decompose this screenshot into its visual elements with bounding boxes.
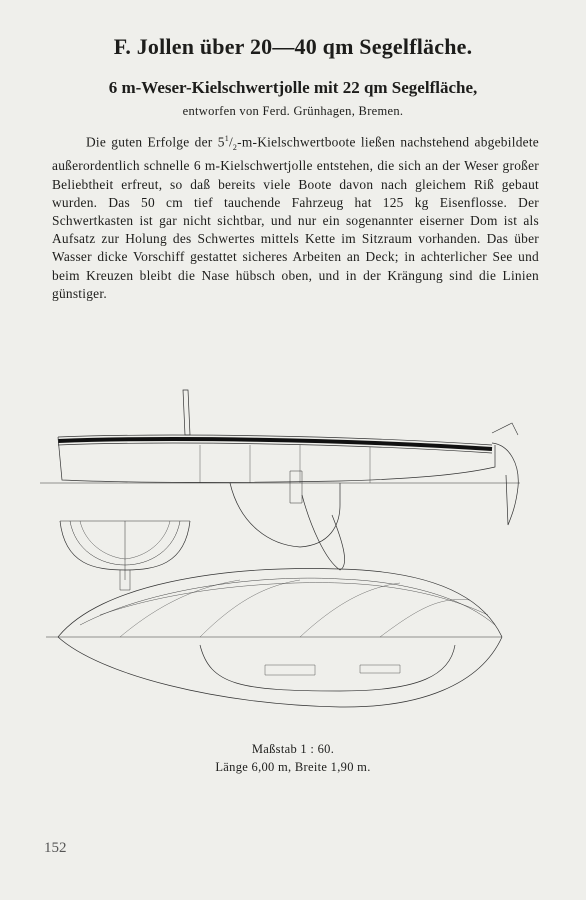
keel-fin xyxy=(230,483,340,547)
figure-caption-scale: Maßstab 1 : 60. xyxy=(251,742,335,756)
centreboard xyxy=(302,495,345,570)
paragraph-rest: -m-Kielschwertboote ließen nachstehend abgebildete außerordentlich schnelle 6 m-Kielschwertjolle entstehen, die sich an der Weser großer Beliebtheit erfreut, so daß bereits viele Boote davon nach gleichem Riß gebaut wurden. Das 50 cm tief tauchende Fahrzeug hat 125 kg Eisenflosse. Der Schwertkasten ist gar nicht sichtbar, und nur ein sogenannter eiserner Dom ist als Aufsatz zur Holung des Schwertes mittels Kette im Sitzraum vorhanden. Das über Wasser dicke Vorschiff gestattet sicheres Arbeiten an Deck; in achterlicher See und beim Kreuzen bleibt die Nase hübsch oben, und in der Krängung sind die Linien günstiger. xyxy=(52,134,539,301)
rudder xyxy=(492,443,518,525)
page-number: 152 xyxy=(44,840,67,856)
description-paragraph: Die guten Erfolge der $5^1/_2-m$-Kielschwertboote ließen nachstehend abgebildete außerordentlich schnelle 6 m-Kielschwertjolle entstehen, die sich an der Weser großer Beliebtheit erfreut, so daß bereits viele Boote davon nach gleichem Riß gebaut wurden. Das 50 cm tief tauchende Fahrzeug hat 125 kg Eisenflosse. Der Schwertkasten ist gar nicht sichtbar, und nur ein sogenannter eiserner Dom ist als Aufsatz zur Holung des Schwertes mittels Kette im Sitzraum vorhanden. Das über Wasser dicke Vorschiff gestattet sicheres Arbeiten an Deck; in achterlicher See und beim Kreuzen bleibt die Nase hübsch oben, und in der Krängung sind die Linien günstiger. xyxy=(52,134,539,301)
boat-lines-drawing xyxy=(40,375,540,720)
chapter-title: F. Jollen über 20—40 qm Segelfläche. xyxy=(113,34,473,59)
fraction-numerator: 1 xyxy=(224,134,229,143)
cockpit-outline xyxy=(200,645,455,691)
paragraph-start: Die guten Erfolge der 5 xyxy=(86,134,225,150)
fraction-denominator: 2 xyxy=(232,143,238,153)
figure-caption-dimensions: Länge 6,00 m, Breite 1,90 m. xyxy=(215,760,371,774)
boat-heading: 6 m-Weser-Kielschwertjolle mit 22 qm Segelfläche, xyxy=(108,78,478,97)
plan-deck-bottom xyxy=(58,637,502,707)
mast-stub xyxy=(183,390,190,435)
designer-line: entworfen von Ferd. Grünhagen, Bremen. xyxy=(182,104,404,118)
